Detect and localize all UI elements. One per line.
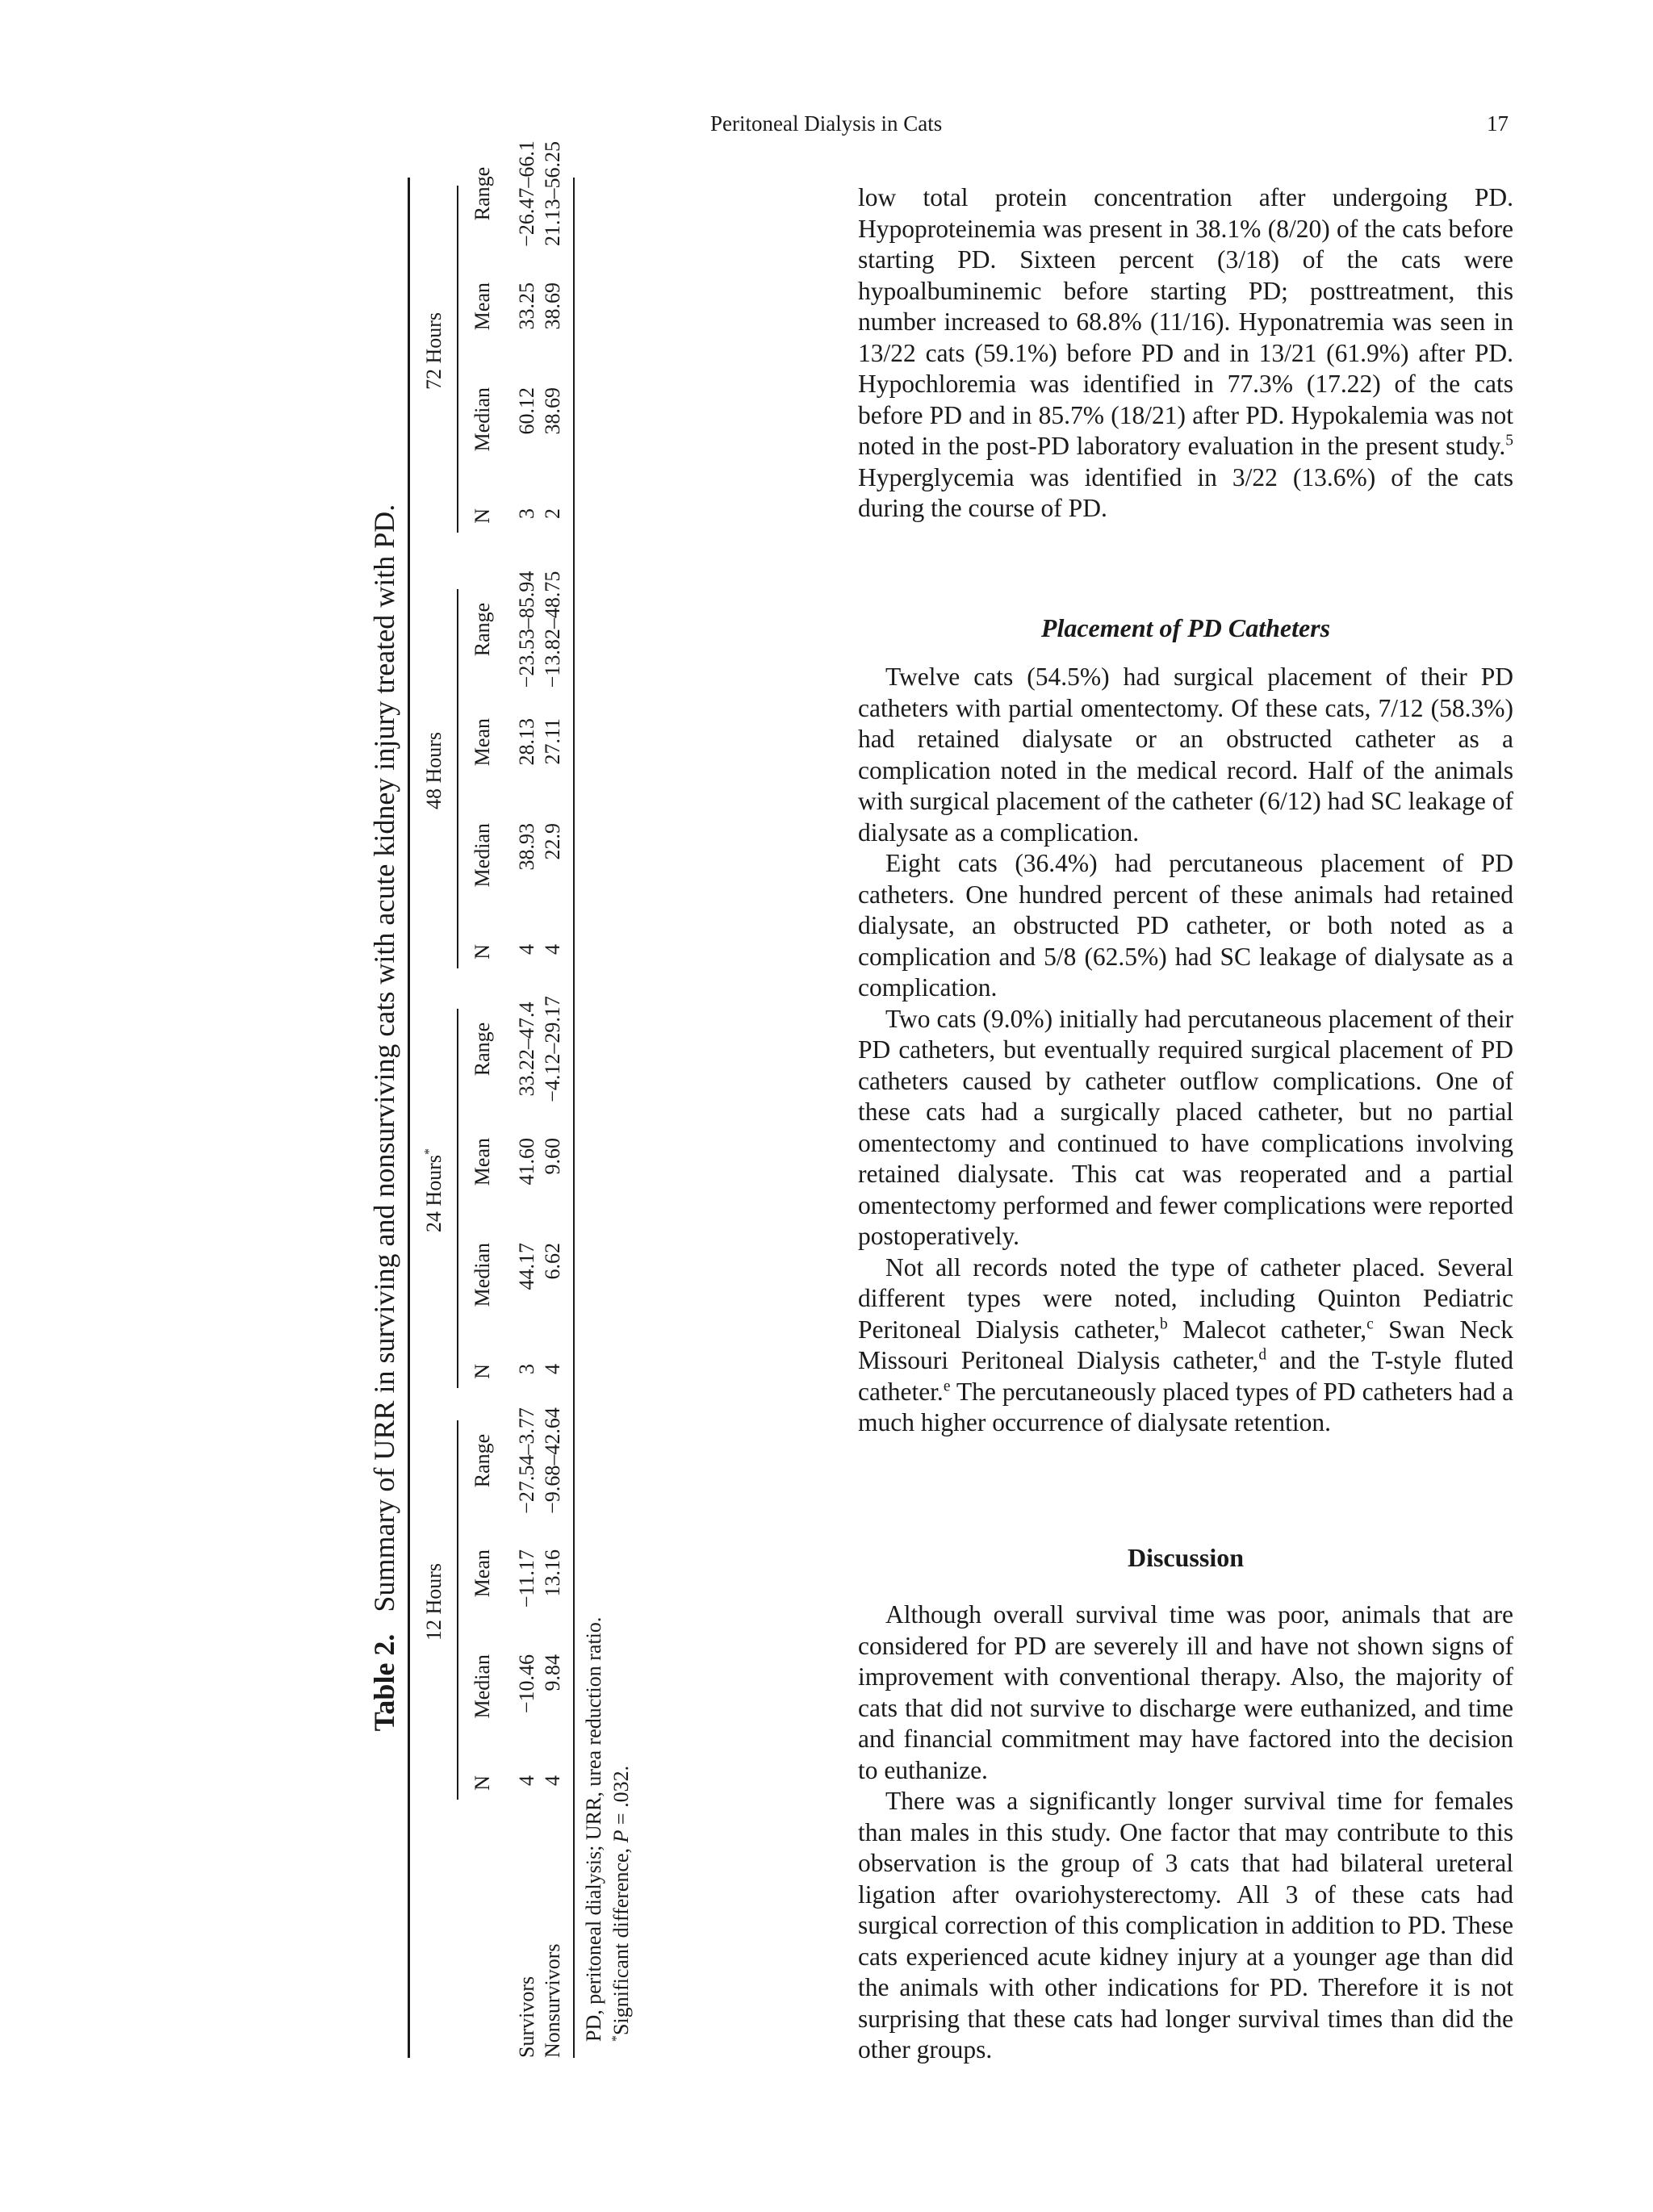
p5-sup-e: e <box>943 1378 951 1395</box>
table-cell: 33.22–47.4 <box>515 1001 538 1097</box>
p5-c: Swan Neck Missouri Peritoneal Dialysis catheter, <box>858 1315 1513 1374</box>
table-bottom-rule <box>573 178 575 2058</box>
table-cell: 60.12 <box>515 387 538 435</box>
group-header <box>422 1412 446 1792</box>
column-header: Mean <box>471 1138 494 1186</box>
column-header: N <box>471 508 494 524</box>
p1-ref: 5 <box>1505 432 1513 450</box>
table-cell: −9.68–42.64 <box>541 1407 564 1514</box>
table-caption-text: Summary of URR in surviving and nonsurviving cats with acute kidney injury treated with PD. <box>368 504 400 1612</box>
group-header <box>422 1001 446 1380</box>
group-header-mark: * <box>422 1148 437 1155</box>
group-header <box>422 581 446 960</box>
table-cell: 4 <box>515 944 538 955</box>
table-cell: 38.93 <box>515 823 538 871</box>
table-cell: 4 <box>515 1775 538 1786</box>
row-label: Survivors <box>515 1976 538 2058</box>
p1-text: low total protein concentration after undergoing PD. Hypoproteinemia was present in 38.1% (8/20) of the cats before starting PD. Sixteen percent (3/18) of the cats were hypoalbuminemic before starting PD; posttreatment, this number increased to 68.8% (11/16). Hyponatremia was seen in 13/22 cats (59.1%) before PD and in 13/21 (61.9%) after PD. Hypochloremia was identified in 77.3% (17.22) of the cats before PD and in 85.7% (18/21) after PD. Hypokalemia was not noted in the post-PD laboratory evaluation in the present study. <box>858 183 1513 460</box>
table-cell: 13.16 <box>541 1549 564 1597</box>
running-title: Peritoneal Dialysis in Cats <box>710 111 943 136</box>
paragraph-electrolytes <box>858 182 1513 525</box>
group-header-text: 12 Hours <box>422 1562 446 1641</box>
footnote-p: P <box>609 1829 633 1843</box>
column-header: Mean <box>471 1549 494 1598</box>
heading-discussion: Discussion <box>1127 1543 1245 1572</box>
table-cell: 28.13 <box>515 718 538 766</box>
table-cell: 21.13–56.25 <box>541 141 564 246</box>
footnote-text: Significant difference, <box>609 1842 633 2035</box>
table-cell: −4.12–29.17 <box>541 996 564 1102</box>
column-header: N <box>471 944 494 960</box>
paragraph-females: There was a significantly longer survival time for females than males in this study. One factor that may contribute to this observation is the group of 3 cats that had bilateral ureteral ligation after ovariohysterectomy. All 3 of these cats had surgical correction of this complication in addition to PD. These cats experienced acute kidney injury at a younger age than did the animals with other indications for PD. Therefore it is not surprising that these cats had longer survival times than did the other groups. <box>858 1787 1513 2064</box>
table-cell: 41.60 <box>515 1138 538 1185</box>
table-cell: −13.82–48.75 <box>541 571 564 688</box>
table-footnote-abbrev: PD, peritoneal dialysis; URR, urea reduction ratio. <box>582 1616 605 2042</box>
table-cell: 4 <box>541 1775 564 1786</box>
heading-placement: Placement of PD Catheters <box>1040 613 1331 642</box>
group-underline <box>457 186 458 533</box>
table-footnote-significance <box>609 1766 634 2042</box>
p1-end: Hyperglycemia was identified in 3/22 (13.6%) of the cats during the course of PD. <box>858 462 1513 522</box>
table-label: Table 2. <box>368 1633 400 1732</box>
column-header: Range <box>471 166 494 221</box>
table-cell: 3 <box>515 508 538 519</box>
group-underline <box>457 1420 458 1800</box>
group-underline <box>457 1009 458 1388</box>
table-cell: 44.17 <box>515 1243 538 1290</box>
column-header: Median <box>471 387 494 452</box>
table-cell: 9.84 <box>541 1654 564 1691</box>
column-block-2 <box>858 662 1513 1439</box>
table-cell: 9.60 <box>541 1138 564 1175</box>
group-underline <box>457 589 458 968</box>
rotated-table <box>367 140 658 2058</box>
column-header: N <box>471 1775 494 1791</box>
p5-e: The percutaneously placed types of PD catheters had a much higher occurrence of dialysate retention. <box>858 1377 1513 1436</box>
column-header: Median <box>471 823 494 888</box>
group-header <box>422 178 446 525</box>
column-block-3 <box>858 1599 1513 2066</box>
paragraph-percutaneous: Eight cats (36.4%) had percutaneous placement of PD catheters. One hundred percent of these animals had retained dialysate, an obstructed PD catheter, or both noted as a complication and 5/8 (62.5%) had SC leakage of dialysate as a complication. <box>858 849 1513 1001</box>
footnote-value: = .032. <box>609 1765 633 1830</box>
table-cell: −26.47–66.1 <box>515 140 538 247</box>
table-cell: 38.69 <box>541 387 564 435</box>
footnote-mark: * <box>609 2034 624 2042</box>
column-header: Median <box>471 1654 494 1719</box>
column-header: Range <box>471 1022 494 1077</box>
p5-a: Not all records noted the type of catheter placed. Several different types were noted, including Quinton Pediatric Peritoneal Dialysis catheter, <box>858 1252 1513 1344</box>
paragraph-catheter-types <box>858 1252 1513 1439</box>
p5-sup-b: b <box>1160 1315 1168 1332</box>
column-header: Median <box>471 1243 494 1307</box>
table-top-rule <box>408 178 410 2058</box>
table-cell: 27.11 <box>541 718 564 765</box>
p5-d: and the T-style fluted catheter. <box>858 1346 1514 1406</box>
paragraph-survival: Although overall survival time was poor, animals that are considered for PD are severely ill and have not shown signs of improvement with conventional therapy. Also, the majority of cats that did not survive to discharge were euthanized, and time and financial commitment may have factored into the decision to euthanize. <box>858 1600 1513 1784</box>
paragraph-two-cats: Two cats (9.0%) initially had percutaneous placement of their PD catheters, but eventually required surgical placement of PD catheters caused by catheter outflow complications. One of these cats had a surgically placed catheter, but no partial omentectomy and continued to have complications involving retained dialysate. This cat was reoperated and a partial omentectomy performed and fewer complications were reported postoperatively. <box>858 1004 1513 1250</box>
column-header: Mean <box>471 282 494 331</box>
column-header: Range <box>471 1433 494 1488</box>
table-cell: 4 <box>541 944 564 955</box>
table-cell: 38.69 <box>541 282 564 330</box>
table-cell: 2 <box>541 508 564 519</box>
table-cell: 6.62 <box>541 1243 564 1280</box>
table-cell: −11.17 <box>515 1549 538 1608</box>
column-block-1 <box>858 182 1513 525</box>
column-header: Mean <box>471 718 494 767</box>
column-header: Range <box>471 602 494 657</box>
table-caption <box>367 178 401 2058</box>
table-cell: 33.25 <box>515 282 538 330</box>
paragraph-surgical: Twelve cats (54.5%) had surgical placement of their PD catheters with partial omentectomy. Of these cats, 7/12 (58.3%) had retained dialysate or an obstructed catheter as a complication noted in the medical record. Half of the animals with surgical placement of the catheter (6/12) had SC leakage of dialysate as a complication. <box>858 663 1513 847</box>
column-header: N <box>471 1364 494 1379</box>
table-cell: −23.53–85.94 <box>515 571 538 688</box>
table-cell: 3 <box>515 1364 538 1374</box>
table-cell: −10.46 <box>515 1654 538 1714</box>
p5-sup-d: d <box>1258 1346 1267 1364</box>
group-header-text: 24 Hours <box>422 1155 446 1233</box>
group-header-text: 48 Hours <box>422 731 446 810</box>
table-cell: −27.54–3.77 <box>515 1407 538 1514</box>
table-cell: 4 <box>541 1364 564 1374</box>
p5-sup-c: c <box>1366 1315 1374 1332</box>
table-cell: 22.9 <box>541 823 564 860</box>
group-header-text: 72 Hours <box>422 312 446 391</box>
p5-b: Malecot catheter, <box>1167 1315 1367 1344</box>
row-label: Nonsurvivors <box>541 1943 564 2058</box>
page-number: 17 <box>1487 111 1509 136</box>
